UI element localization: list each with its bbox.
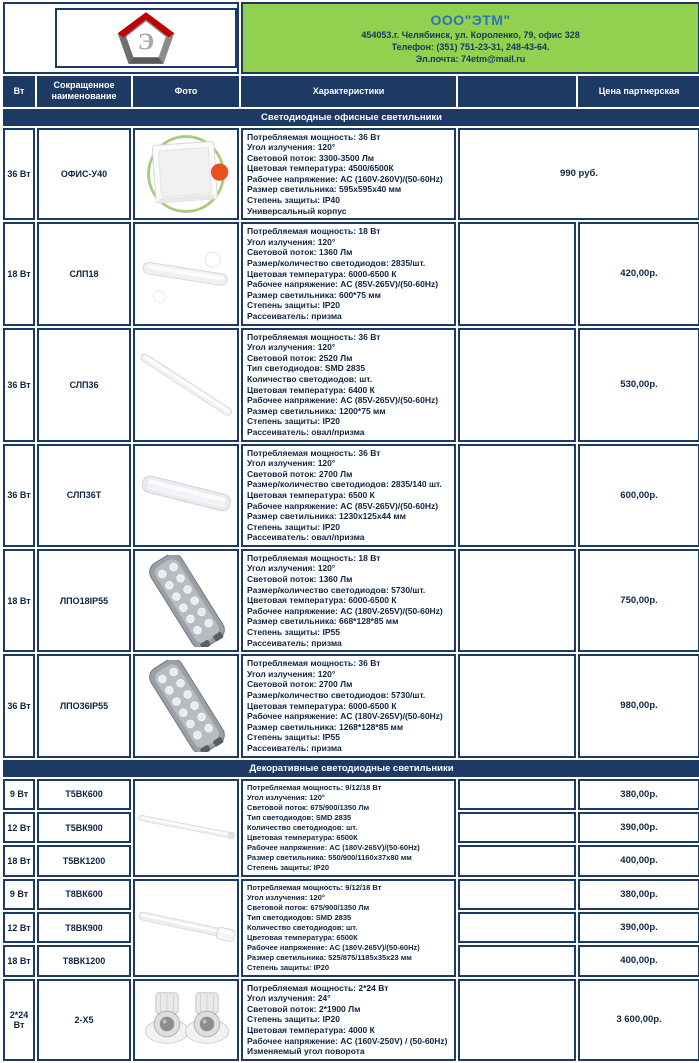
spec-line: Тип светодиодов: SMD 2835: [247, 912, 352, 922]
price-cell: 390,00р.: [578, 812, 699, 843]
spec-line: Световой поток: 2700 Лм: [247, 468, 353, 479]
specs-cell: [241, 979, 456, 1061]
price-cell: 980,00р.: [578, 654, 699, 757]
spec-line: Световой поток: 675/900/1350 Лм: [247, 802, 370, 812]
spec-line: Изменяемый угол поворота: [247, 1046, 365, 1057]
price-cell: 3 600,00р.: [578, 979, 699, 1061]
watt-cell: 2*24 Вт: [3, 979, 35, 1061]
spec-line: Рабочее напряжение: AC (180V-265V)/(50-60Hz): [247, 711, 443, 722]
spec-line: Степень защиты: IP20: [247, 416, 340, 427]
product-photo-t8-tube-icon: [136, 885, 236, 971]
price-cell: 400,00р.: [578, 845, 699, 876]
spec-line: Рассеиватель: овал/призма: [247, 426, 365, 437]
company-pentagon-logo-icon: [115, 11, 177, 65]
price-cell: 750,00р.: [578, 549, 699, 652]
spec-line: Цветовая температура: 6000-6500 К: [247, 700, 397, 711]
watt-cell: 18 Вт: [3, 945, 35, 976]
watt-cell: 18 Вт: [3, 222, 35, 325]
spec-line: Размер/количество светодиодов: 2835/шт.: [247, 258, 426, 269]
product-photo-industrial-luminaire-icon: [135, 660, 239, 752]
spec-line: Степень защиты: IP20: [247, 962, 330, 972]
spec-line: Размер светильника: 1200*75 мм: [247, 405, 386, 416]
spec-line: Потребляемая мощность: 9/12/18 Вт: [247, 782, 382, 792]
spec-line: Цветовая температура: 6500 К: [247, 489, 375, 500]
spacer-cell: [458, 654, 576, 757]
company-address: 454053.г. Челябинск, ул. Короленко, 79, офис 328: [361, 30, 580, 40]
product-photo-t5-tube-icon: [136, 785, 236, 871]
document-header-row: [3, 2, 699, 74]
spec-line: Потребляемая мощность: 18 Вт: [247, 226, 381, 237]
spec-line: Размер светильника: 550/900/1160х37х80 мм: [247, 852, 412, 862]
watt-cell: 36 Вт: [3, 128, 35, 221]
company-email: Эл.почта: 74etm@mail.ru: [415, 54, 526, 64]
col-header-watt: Вт: [3, 76, 35, 107]
name-cell: ОФИС-У40: [37, 128, 131, 221]
spec-line: Рабочее напряжение: AC (160V-260V)/(50-60Hz): [247, 173, 443, 184]
price-cell: 420,00р.: [578, 222, 699, 325]
watt-cell: 18 Вт: [3, 549, 35, 652]
spec-line: Угол излучения: 120°: [247, 792, 325, 802]
specs-cell: [241, 879, 456, 977]
spec-line: Цветовая температура: 6400 К: [247, 384, 375, 395]
price-cell: 380,00р.: [578, 879, 699, 910]
price-cell: 400,00р.: [578, 945, 699, 976]
col-header-price: Цена партнерская: [578, 76, 699, 107]
spec-line: Угол излучения: 120°: [247, 142, 336, 153]
product-photo-batten-icon: [136, 234, 236, 314]
price-cell: 600,00р.: [578, 444, 699, 547]
watt-cell: 9 Вт: [3, 879, 35, 910]
spec-line: Потребляемая мощность: 36 Вт: [247, 658, 381, 669]
table-row: [3, 444, 699, 547]
name-cell: Т5ВК1200: [37, 845, 131, 876]
spec-line: Степень защиты: IP40: [247, 195, 340, 206]
name-cell: Т8ВК900: [37, 912, 131, 943]
spec-line: Световой поток: 3300-3500 Лм: [247, 152, 375, 163]
spec-line: Световой поток: 2520 Лм: [247, 352, 353, 363]
price-table: [1, 0, 699, 1063]
spec-line: Угол излучения: 120°: [247, 892, 325, 902]
spec-line: Размер/количество светодиодов: 2835/140 шт.: [247, 479, 442, 490]
spec-line: Степень защиты: IP20: [247, 521, 340, 532]
spec-line: Рабочее напряжение: AC (180V-265V)/(50-60Hz): [247, 842, 420, 852]
spacer-cell: [458, 779, 576, 810]
specs-cell: [241, 779, 456, 877]
photo-cell: [133, 654, 239, 757]
name-cell: Т5ВК600: [37, 779, 131, 810]
spec-line: Рассеиватель: призма: [247, 637, 342, 648]
name-cell: 2-Х5: [37, 979, 131, 1061]
spec-line: Цветовая температура: 4000 К: [247, 1024, 375, 1035]
watt-cell: 12 Вт: [3, 812, 35, 843]
spacer-cell: [458, 845, 576, 876]
spec-line: Рабочее напряжение: AC (85V-265V)/(50-60Hz): [247, 500, 439, 511]
company-phone: Телефон: (351) 751-23-31, 248-43-64.: [391, 42, 550, 52]
spec-line: Степень защиты: IP55: [247, 627, 340, 638]
price-cell: 530,00р.: [578, 328, 699, 442]
spec-line: Угол излучения: 120°: [247, 458, 336, 469]
svg-text:Э: Э: [137, 29, 155, 56]
specs-cell: [241, 444, 456, 547]
spacer-cell: [458, 979, 576, 1061]
table-row: [3, 128, 699, 221]
photo-cell: [133, 979, 239, 1061]
watt-cell: 9 Вт: [3, 779, 35, 810]
watt-cell: 12 Вт: [3, 912, 35, 943]
price-cell: 390,00р.: [578, 912, 699, 943]
table-row: [3, 879, 699, 910]
spec-line: Размер/количество светодиодов: 5730/шт.: [247, 690, 426, 700]
photo-cell: [133, 879, 239, 977]
spec-line: Степень защиты: IP55: [247, 732, 340, 743]
spec-line: Рассеиватель: призма: [247, 742, 342, 753]
name-cell: Т5ВК900: [37, 812, 131, 843]
spec-line: Количество светодиодов: шт.: [247, 822, 358, 832]
spec-line: Рабочее напряжение: AC (180V-265V)/(50-60Hz): [247, 942, 420, 952]
name-cell: СЛП36Т: [37, 444, 131, 547]
spec-line: Степень защиты: IP20: [247, 1014, 340, 1025]
specs-cell: [241, 222, 456, 325]
specs-cell: [241, 128, 456, 221]
spec-line: Размер светильника: 595х595х40 мм: [247, 184, 402, 195]
photo-cell: [133, 444, 239, 547]
watt-cell: 36 Вт: [3, 328, 35, 442]
spec-line: Потребляемая мощность: 36 Вт: [247, 331, 381, 342]
spec-line: Цветовая температура: 4500/6500К: [247, 163, 394, 174]
spec-line: Размер светильника: 1230х125х44 мм: [247, 511, 406, 522]
spec-line: Количество светодиодов: шт.: [247, 922, 358, 932]
photo-cell: [133, 328, 239, 442]
spec-line: Цветовая температура: 6500К: [247, 932, 358, 942]
name-cell: СЛП18: [37, 222, 131, 325]
photo-cell: [133, 222, 239, 325]
spacer-cell: [458, 879, 576, 910]
spec-line: Потребляемая мощность: 36 Вт: [247, 131, 381, 142]
section-title-office: Светодиодные офисные светильники: [3, 109, 699, 126]
company-name: ООО"ЭТМ": [430, 12, 511, 28]
name-cell: СЛП36: [37, 328, 131, 442]
specs-cell: [241, 654, 456, 757]
col-header-spacer: [458, 76, 576, 107]
name-cell: ЛПО18IP55: [37, 549, 131, 652]
spec-line: Тип светодиодов: SMD 2835: [247, 812, 352, 822]
logo-cell: [3, 2, 239, 74]
product-photo-industrial-luminaire-icon: [135, 555, 239, 647]
spacer-cell: [458, 549, 576, 652]
photo-cell: [133, 128, 239, 221]
spec-line: Тип светодиодов: SMD 2835: [247, 363, 366, 374]
company-info-panel: [241, 2, 699, 74]
product-photo-panel-icon: [138, 132, 234, 216]
spec-line: Световой поток: 2700 Лм: [247, 679, 353, 690]
photo-cell: [133, 779, 239, 877]
spacer-cell: [458, 812, 576, 843]
spec-line: Световой поток: 1360 Лм: [247, 574, 353, 585]
section-header-row: [3, 109, 699, 126]
spec-line: Рабочее напряжение: AC (160V-250V) / (50-60Hz): [247, 1035, 448, 1046]
spec-line: Рабочее напряжение: AC (85V-265V)/(50-60Hz): [247, 279, 439, 290]
spacer-cell: [458, 444, 576, 547]
col-header-name: Сокращенное наименование: [37, 76, 131, 107]
spec-line: Рассеиватель: овал/призма: [247, 532, 365, 543]
col-header-specs: Характеристики: [241, 76, 456, 107]
spec-line: Цветовая температура: 6000-6500 К: [247, 268, 397, 279]
name-cell: Т8ВК600: [37, 879, 131, 910]
spec-line: Степень защиты: IP20: [247, 862, 330, 872]
spec-line: Угол излучения: 120°: [247, 563, 336, 574]
spec-line: Размер светильника: 668*128*85 мм: [247, 616, 399, 627]
price-cell: 380,00р.: [578, 779, 699, 810]
section-title-decorative: Декоративные светодиодные светильники: [3, 760, 699, 777]
table-row: [3, 779, 699, 810]
watt-cell: 36 Вт: [3, 654, 35, 757]
spec-line: Потребляемая мощность: 36 Вт: [247, 447, 381, 458]
spacer-cell: [458, 945, 576, 976]
name-cell: Т8ВК1200: [37, 945, 131, 976]
spec-line: Угол излучения: 120°: [247, 668, 336, 679]
spec-line: Потребляемая мощность: 2*24 Вт: [247, 982, 389, 993]
watt-cell: 18 Вт: [3, 845, 35, 876]
spec-line: Рабочее напряжение: AC (180V-265V)/(50-60Hz): [247, 605, 443, 616]
col-header-photo: Фото: [133, 76, 239, 107]
table-row: [3, 222, 699, 325]
spec-line: Угол излучения: 120°: [247, 236, 336, 247]
column-header-row: [3, 76, 699, 107]
spec-line: Угол излучения: 120°: [247, 342, 336, 353]
product-photo-double-spot-icon: [135, 984, 239, 1056]
spacer-cell: [458, 222, 576, 325]
spec-line: Универсальный корпус: [247, 205, 347, 216]
spacer-cell: [458, 328, 576, 442]
spec-line: Световой поток: 1360 Лм: [247, 247, 353, 258]
spec-line: Цветовая температура: 6000-6500 К: [247, 595, 397, 606]
spec-line: Степень защиты: IP20: [247, 300, 340, 311]
spec-line: Размер светильника: 1268*128*85 мм: [247, 721, 404, 732]
spec-line: Потребляемая мощность: 9/12/18 Вт: [247, 882, 382, 892]
spec-line: Размер светильника: 600*75 мм: [247, 289, 381, 300]
price-cell: 990 руб.: [458, 128, 699, 221]
specs-cell: [241, 328, 456, 442]
watt-cell: 36 Вт: [3, 444, 35, 547]
name-cell: ЛПО36IP55: [37, 654, 131, 757]
table-row: [3, 328, 699, 442]
photo-cell: [133, 549, 239, 652]
spec-line: Количество светодиодов: шт.: [247, 373, 373, 384]
product-photo-slim-batten-icon: [136, 336, 236, 434]
spec-line: Рассеиватель: призма: [247, 311, 342, 321]
spec-line: Размер светильника: 525/875/1185х35х23 мм: [247, 952, 412, 962]
logo-frame: [55, 8, 237, 68]
table-row: [3, 654, 699, 757]
spacer-cell: [458, 912, 576, 943]
spec-line: Световой поток: 675/900/1350 Лм: [247, 902, 370, 912]
spec-line: Рабочее напряжение: AC (85V-265V)/(50-60Hz): [247, 395, 439, 406]
section-header-row: [3, 760, 699, 777]
spec-line: Световой поток: 2*1900 Лм: [247, 1003, 361, 1014]
spec-line: Потребляемая мощность: 18 Вт: [247, 552, 381, 563]
table-row: [3, 979, 699, 1061]
specs-cell: [241, 549, 456, 652]
spec-line: Размер/количество светодиодов: 5730/шт.: [247, 584, 426, 595]
spec-line: Угол излучения: 24°: [247, 993, 331, 1004]
product-photo-double-batten-icon: [136, 450, 236, 540]
table-row: [3, 549, 699, 652]
spec-line: Цветовая температура: 6500К: [247, 832, 358, 842]
